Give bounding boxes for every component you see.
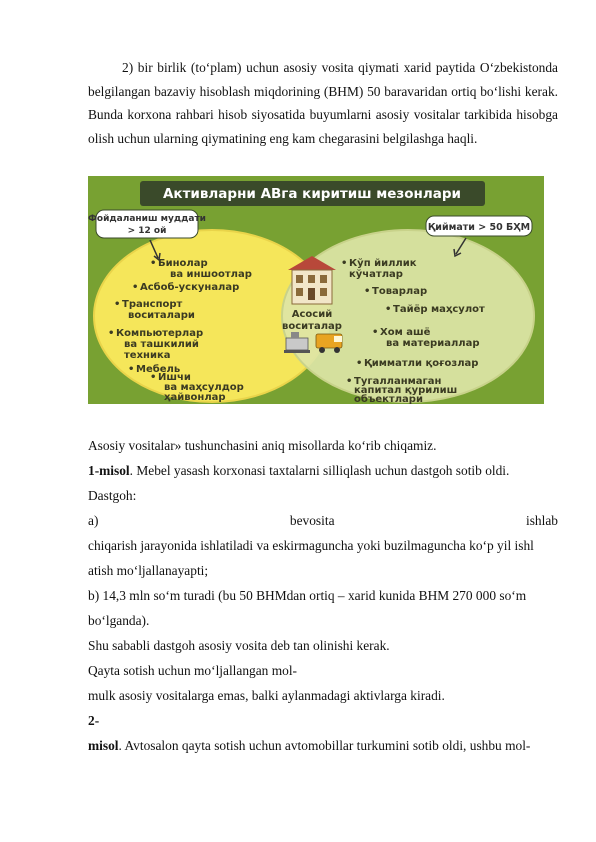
left-item-3-line-2: воситалари bbox=[128, 310, 195, 321]
svg-text:•: • bbox=[372, 327, 379, 338]
left-item-4-line-3: техника bbox=[124, 350, 171, 361]
right-item-3: Тайёр маҳсулот bbox=[393, 304, 485, 315]
svg-text:•: • bbox=[356, 358, 363, 369]
criterion-a-word-2: ishlab bbox=[526, 513, 558, 528]
resale-line-2: mulk asosiy vositalarga emas, balki aylanmadagi aktivlarga kiradi. bbox=[88, 688, 445, 703]
right-item-6-line-2: капитал қурилиш bbox=[354, 385, 458, 396]
left-item-2: Асбоб-ускуналар bbox=[140, 282, 240, 293]
right-badge-label: Қиймати > 50 БҲМ bbox=[427, 222, 531, 233]
venn-diagram bbox=[88, 176, 544, 404]
left-item-5: Мебель bbox=[136, 364, 181, 375]
example-2-text: . Avtosalon qayta sotish uchun avtomobillar turkumini sotib oldi, ushbu mol- bbox=[118, 738, 531, 753]
right-item-6-line-3: объектлари bbox=[354, 394, 423, 404]
svg-text:•: • bbox=[346, 376, 353, 387]
example-1-label: 1-misol bbox=[88, 463, 130, 478]
left-item-6-line-2: ва маҳсулдор bbox=[164, 382, 244, 393]
criterion-b-line-1: b) 14,3 mln so‘m turadi (bu 50 BHMdan ortiq – xarid kunida BHM 270 000 so‘m bbox=[88, 588, 527, 603]
left-item-3-line-1: Транспорт bbox=[122, 299, 183, 310]
section-intro: Asosiy vositalar» tushunchasini aniq misollarda ko‘rib chiqamiz. bbox=[88, 438, 437, 453]
right-item-6-line-1: Тугалланмаган bbox=[354, 376, 442, 387]
left-item-1-line-2: ва иншоотлар bbox=[170, 269, 252, 280]
left-badge-line-1: Фойдаланиш муддати bbox=[88, 214, 206, 224]
center-label-line-1: Асосий bbox=[291, 309, 333, 320]
intro-paragraph: 2) bir birlik (to‘plam) uchun asosiy vosita qiymati xarid paytida O‘zbekistonda belgilangan bazaviy hisoblash miqdorining (BHM) 50 baravaridan ortiq bo‘lishi kerak. Bunda korxona rahbari hisob siyosatida buyumlarni asosiy vositalar tarkibida hisobga olish uchun ularning qiymatining eng kam chegarasini belgilashga haqli. bbox=[88, 60, 558, 146]
criterion-a-line-3: atish mo‘ljallanayapti; bbox=[88, 563, 209, 578]
left-item-4-line-2: ва ташкилий bbox=[124, 339, 199, 350]
right-item-1-line-1: Кўп йиллик bbox=[349, 258, 417, 269]
svg-text:•: • bbox=[364, 286, 371, 297]
left-item-1-line-1: Бинолар bbox=[158, 258, 208, 269]
example-2-header bbox=[88, 736, 558, 756]
machine-heading: Dastgoh: bbox=[88, 488, 137, 503]
example-1-header bbox=[88, 461, 558, 481]
figure-title: Активларни АВга киритиш мезонлари bbox=[162, 186, 462, 202]
left-item-4-line-1: Компьютерлар bbox=[116, 328, 204, 339]
example-1-text: . Mebel yasash korxonasi taxtalarni silliqlash uchun dastgoh sotib oldi. bbox=[129, 463, 510, 478]
conclusion-line: Shu sababli dastgoh asosiy vosita deb tan olinishi kerak. bbox=[88, 638, 390, 653]
svg-text:•: • bbox=[341, 258, 348, 269]
svg-text:•: • bbox=[385, 304, 392, 315]
svg-text:•: • bbox=[128, 364, 135, 375]
svg-text:•: • bbox=[150, 372, 157, 383]
example-2-number-label: 2- bbox=[88, 713, 100, 728]
svg-text:•: • bbox=[108, 328, 115, 339]
criterion-b-line-2: bo‘lganda). bbox=[88, 613, 150, 628]
criterion-a-label: a) bbox=[88, 513, 99, 528]
svg-text:•: • bbox=[114, 299, 121, 310]
right-item-5: Қимматли қоғозлар bbox=[364, 358, 479, 369]
right-item-2: Товарлар bbox=[372, 286, 428, 297]
left-badge-line-2: > 12 ой bbox=[127, 226, 167, 236]
criterion-a-word-1: bevosita bbox=[289, 513, 335, 528]
right-item-1-line-2: кўчатлар bbox=[349, 269, 403, 280]
example-2-label: misol bbox=[88, 738, 119, 753]
svg-text:•: • bbox=[132, 282, 139, 293]
center-label-line-2: воситалар bbox=[282, 321, 342, 332]
criterion-a-line-2: chiqarish jarayonida ishlatiladi va eskirmaguncha yoki buzilmaguncha ko‘p yil ishl bbox=[88, 538, 534, 553]
right-item-4-line-1: Хом ашё bbox=[380, 327, 431, 338]
example-2-number bbox=[88, 711, 558, 731]
right-item-4-line-2: ва материаллар bbox=[386, 338, 480, 349]
left-item-bullet: • bbox=[150, 258, 157, 269]
resale-line-1: Qayta sotish uchun mo‘ljallangan mol- bbox=[88, 663, 297, 678]
left-item-6-line-3: ҳайвонлар bbox=[164, 392, 226, 403]
criterion-a-line-1 bbox=[88, 511, 558, 531]
criteria-figure bbox=[88, 176, 544, 404]
left-item-6-line-1: Ишчи bbox=[158, 372, 191, 383]
